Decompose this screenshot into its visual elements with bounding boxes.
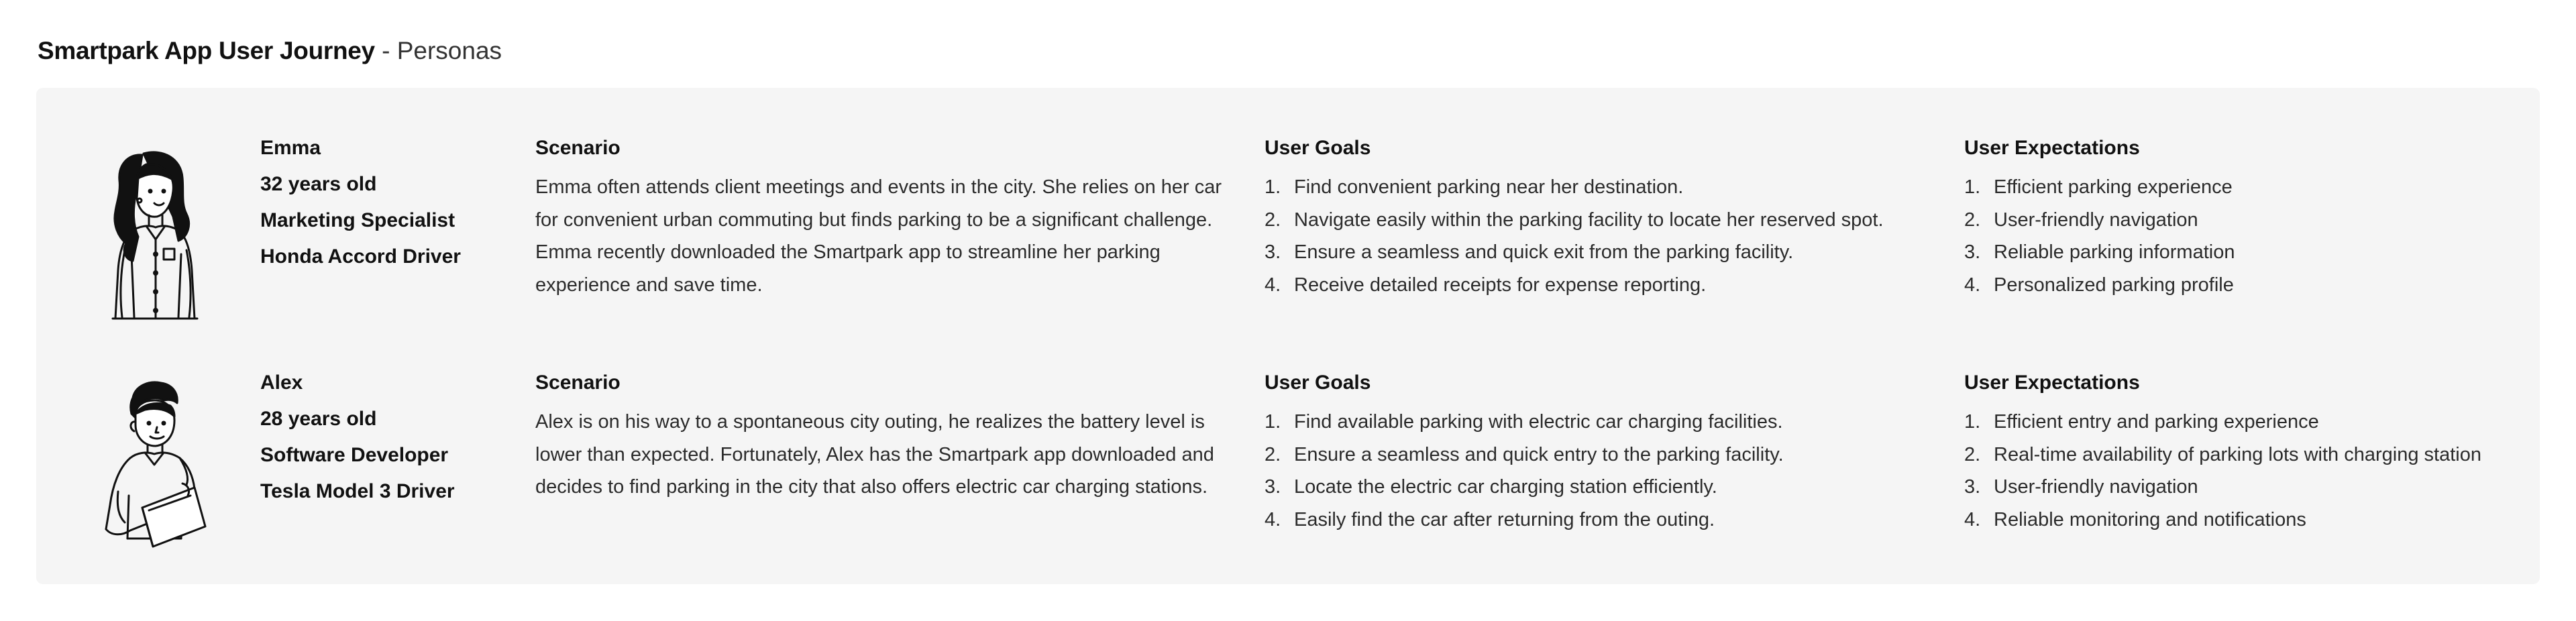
list-item-number: 4. [1265,274,1281,296]
list-item-number: 2. [1964,443,1981,465]
list-item [1964,236,2541,269]
persona-card-emma [36,136,2540,337]
list-item-text: Personalized parking profile [1994,274,2234,296]
list-item-number: 4. [1964,274,1981,296]
persona-identity [260,371,529,516]
list-item [1964,204,2541,237]
list-item [1964,439,2541,471]
user-expectations-list [1964,171,2541,301]
list-item-text: User-friendly navigation [1994,476,2198,498]
scenario-section [535,136,1246,301]
page-title-main: Smartpark App User Journey [38,37,375,64]
user-goals-heading: User Goals [1265,372,1371,394]
page-title-subtitle: - Personas [382,37,502,64]
list-item-number: 4. [1265,508,1281,530]
scenario-heading: Scenario [535,372,621,394]
user-goals-section [1265,371,1969,536]
persona-role: Software Developer [260,444,449,466]
page-title [38,35,502,67]
list-item [1265,471,1969,504]
persona-role: Marketing Specialist [260,209,455,231]
list-item-number: 4. [1964,508,1981,530]
list-item-text: Efficient entry and parking experience [1994,411,2319,433]
list-item-text: Real-time availability of parking lots with charging station [1994,443,2481,465]
persona-identity [260,136,529,281]
list-item-number: 2. [1964,209,1981,231]
user-expectations-list [1964,406,2541,536]
user-goals-section [1265,136,1969,301]
list-item [1265,171,1969,204]
list-item [1964,171,2541,204]
list-item [1964,471,2541,504]
persona-age: 32 years old [260,173,377,195]
list-item-number: 3. [1265,241,1281,263]
user-goals-list [1265,406,1969,536]
list-item [1265,439,1969,471]
persona-age: 28 years old [260,408,377,430]
list-item [1265,236,1969,269]
list-item-text: Reliable monitoring and notifications [1994,508,2306,530]
list-item-text: Ensure a seamless and quick entry to the parking facility. [1294,443,1784,465]
list-item [1964,406,2541,439]
list-item [1964,269,2541,302]
personas-panel [36,88,2540,584]
list-item-text: Reliable parking information [1994,241,2235,263]
list-item-number: 3. [1964,241,1981,263]
list-item-number: 3. [1964,476,1981,498]
user-expectations-heading: User Expectations [1964,137,2140,159]
user-goals-heading: User Goals [1265,137,1371,159]
persona-car: Honda Accord Driver [260,245,461,268]
list-item-number: 1. [1964,411,1981,433]
list-item-number: 1. [1964,176,1981,198]
list-item-number: 1. [1265,176,1281,198]
persona-name: Alex [260,372,303,394]
user-expectations-section [1964,136,2541,301]
list-item [1265,504,1969,537]
persona-card-alex [36,371,2540,572]
woman-illustration-icon [63,136,251,324]
list-item-number: 1. [1265,411,1281,433]
user-expectations-heading: User Expectations [1964,372,2140,394]
list-item-text: Easily find the car after returning from the outing. [1294,508,1715,530]
scenario-text: Alex is on his way to a spontaneous city outing, he realizes the battery level is lower than expected. Fortunately, Alex has the Smartpark app downloaded and decides to find parking in the city that also offers electric car charging stations. [535,411,1214,498]
list-item-text: Locate the electric car charging station efficiently. [1294,476,1717,498]
list-item-text: Navigate easily within the parking facility to locate her reserved spot. [1294,209,1884,231]
scenario-text: Emma often attends client meetings and events in the city. She relies on her car for convenient urban commuting but finds parking to be a significant challenge. Emma recently downloaded the Smartpark app to streamline her parking experience and save time. [535,176,1222,296]
persona-car: Tesla Model 3 Driver [260,480,455,502]
user-goals-list [1265,171,1969,301]
list-item-number: 3. [1265,476,1281,498]
list-item-number: 2. [1265,443,1281,465]
man-with-laptop-illustration-icon [63,371,251,559]
list-item [1964,504,2541,537]
list-item-number: 2. [1265,209,1281,231]
persona-name: Emma [260,137,321,159]
list-item-text: User-friendly navigation [1994,209,2198,231]
user-expectations-section [1964,371,2541,536]
scenario-section [535,371,1246,504]
list-item [1265,204,1969,237]
list-item [1265,406,1969,439]
list-item [1265,269,1969,302]
list-item-text: Efficient parking experience [1994,176,2233,198]
list-item-text: Receive detailed receipts for expense reporting. [1294,274,1707,296]
list-item-text: Ensure a seamless and quick exit from the parking facility. [1294,241,1794,263]
scenario-heading: Scenario [535,137,621,159]
list-item-text: Find convenient parking near her destination. [1294,176,1684,198]
list-item-text: Find available parking with electric car charging facilities. [1294,411,1783,433]
